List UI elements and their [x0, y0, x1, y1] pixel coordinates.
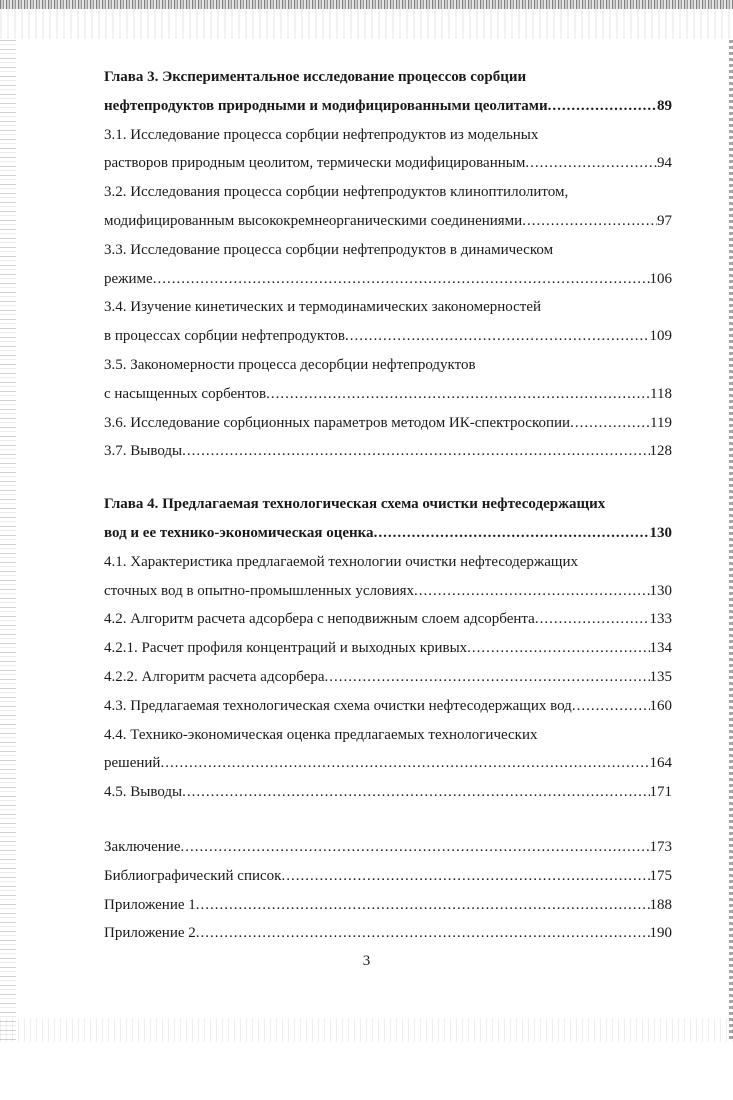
toc-entry-3-5-page: 118 [650, 385, 672, 402]
toc-entry-3-2-line-1: 3.2. Исследования процесса сорбции нефтепродуктов клиноптилолитом, [104, 184, 569, 201]
leader-dots [374, 519, 650, 548]
toc-entry-3-6-page: 119 [650, 414, 672, 431]
toc-entry-4-3 [104, 692, 672, 721]
leader-dots [196, 891, 650, 920]
toc-entry-3-4-text: в процессах сорбции нефтепродуктов [104, 328, 346, 345]
toc-entry-bibliography-text: Библиографический список [104, 867, 282, 884]
chapter-3-title-line-1: Глава 3. Экспериментальное исследование процессов сорбции [104, 69, 527, 85]
toc-entry-3-7-page: 128 [649, 443, 672, 460]
section-spacer [104, 466, 672, 490]
toc-entry-4-1-text: сточных вод в опытно-промышленных условиях [104, 582, 415, 599]
scan-artifact-left [0, 40, 16, 1040]
chapter-3-title-line-2 [104, 92, 672, 121]
toc-entry-4-3-page: 160 [649, 697, 672, 714]
leader-dots [182, 437, 649, 466]
toc-entry-conclusion [104, 833, 672, 862]
toc-entry-3-2 [104, 207, 672, 236]
toc-entry-3-5-text: с насыщенных сорбентов [104, 385, 267, 402]
toc-entry-appendix-2 [104, 919, 672, 948]
toc-entry-4-2 [104, 605, 672, 634]
toc-entry-4-5-text: 4.5. Выводы [104, 784, 183, 801]
toc-entry-3-3-line-1: 3.3. Исследование процесса сорбции нефтепродуктов в динамическом [104, 241, 554, 258]
leader-dots [414, 577, 649, 606]
toc-entry-4-2-1-page: 134 [649, 640, 672, 657]
toc-entry-4-2-2 [104, 663, 672, 692]
toc-entry-appendix-1 [104, 891, 672, 920]
leader-dots [467, 634, 649, 663]
toc-entry-3-3-text: режиме [104, 270, 153, 287]
leader-dots [535, 605, 650, 634]
leader-dots [522, 207, 657, 236]
toc-entry-appendix-2-text: Приложение 2 [104, 925, 196, 942]
leader-dots [181, 833, 650, 862]
page-number: 3 [362, 953, 371, 969]
toc-entry-4-2-text: 4.2. Алгоритм расчета адсорбера с неподвижным слоем адсорбента [104, 611, 535, 628]
toc-entry-appendix-1-page: 188 [649, 896, 672, 913]
toc-entry-3-4-page: 109 [649, 328, 672, 345]
toc-entry-3-1-text: растворов природным цеолитом, термически модифицированным [104, 155, 526, 172]
toc-entry-bibliography [104, 862, 672, 891]
toc-entry-4-2-1-text: 4.2.1. Расчет профиля концентраций и выходных кривых [104, 640, 468, 657]
chapter-4-page: 130 [649, 524, 672, 541]
toc-entry-4-4-text: решений [104, 755, 161, 772]
toc-entry-appendix-2-page: 190 [649, 925, 672, 942]
scan-artifact-bottom [0, 1018, 733, 1042]
section-spacer [104, 807, 672, 833]
toc-entry-3-2-page: 97 [657, 212, 672, 229]
toc-entry-4-2-2-text: 4.2.2. Алгоритм расчета адсорбера [104, 668, 325, 685]
leader-dots [196, 919, 650, 948]
chapter-4-title-line-2 [104, 519, 672, 548]
toc-entry-bibliography-page: 175 [649, 867, 672, 884]
chapter-4-title-text: вод и ее технико-экономическая оценка [104, 524, 374, 541]
toc-entry-4-1-page: 130 [649, 582, 672, 599]
leader-dots [182, 778, 649, 807]
scan-artifact-top [0, 0, 733, 9]
toc-entry-4-4-page: 164 [649, 755, 672, 772]
leader-dots [570, 409, 650, 438]
toc-entry-4-4-line-1: 4.4. Технико-экономическая оценка предлагаемых технологических [104, 726, 538, 743]
toc-entry-3-4 [104, 322, 672, 351]
toc-entry-3-7-text: 3.7. Выводы [104, 443, 183, 460]
toc-entry-4-2-1 [104, 634, 672, 663]
toc-entry-4-2-2-page: 135 [649, 668, 672, 685]
scan-artifact-top-noise [0, 9, 733, 39]
chapter-3-page: 89 [657, 97, 672, 114]
toc-entry-conclusion-page: 173 [649, 838, 672, 855]
leader-dots [153, 265, 650, 294]
leader-dots [324, 663, 649, 692]
chapter-3-title-text: нефтепродуктов природными и модифицированными цеолитами [104, 97, 548, 114]
toc-entry-3-1-page: 94 [657, 155, 672, 172]
toc-entry-3-2-text: модифицированным высококремнеорганическими соединениями [104, 212, 523, 229]
toc-entry-4-2-page: 133 [649, 611, 672, 628]
table-of-contents [104, 63, 672, 948]
toc-entry-3-6 [104, 409, 672, 438]
scan-artifact-right [729, 40, 733, 1040]
leader-dots [525, 149, 657, 178]
leader-dots [281, 862, 649, 891]
toc-entry-4-1-line-1: 4.1. Характеристика предлагаемой технологии очистки нефтесодержащих [104, 553, 578, 570]
toc-entry-4-5 [104, 778, 672, 807]
toc-entry-conclusion-text: Заключение [104, 838, 181, 855]
toc-entry-4-1 [104, 577, 672, 606]
toc-entry-appendix-1-text: Приложение 1 [104, 896, 196, 913]
toc-entry-3-3-page: 106 [649, 270, 672, 287]
toc-entry-3-7 [104, 437, 672, 466]
toc-entry-3-1 [104, 149, 672, 178]
leader-dots [160, 749, 649, 778]
toc-entry-3-6-text: 3.6. Исследование сорбционных параметров методом ИК-спектроскопии [104, 414, 571, 431]
leader-dots [548, 92, 657, 121]
toc-entry-3-5-line-1: 3.5. Закономерности процесса десорбции нефтепродуктов [104, 356, 476, 373]
toc-entry-3-1-line-1: 3.1. Исследование процесса сорбции нефтепродуктов из модельных [104, 126, 539, 143]
leader-dots [572, 692, 650, 721]
toc-entry-3-3 [104, 265, 672, 294]
toc-entry-4-3-text: 4.3. Предлагаемая технологическая схема очистки нефтесодержащих вод [104, 697, 572, 714]
toc-entry-4-5-page: 171 [649, 784, 672, 801]
toc-entry-3-4-line-1: 3.4. Изучение кинетических и термодинамических закономерностей [104, 299, 542, 316]
chapter-4-title-line-1: Глава 4. Предлагаемая технологическая схема очистки нефтесодержащих [104, 496, 606, 513]
leader-dots [345, 322, 649, 351]
toc-entry-4-4 [104, 749, 672, 778]
leader-dots [266, 380, 650, 409]
toc-entry-3-5 [104, 380, 672, 409]
